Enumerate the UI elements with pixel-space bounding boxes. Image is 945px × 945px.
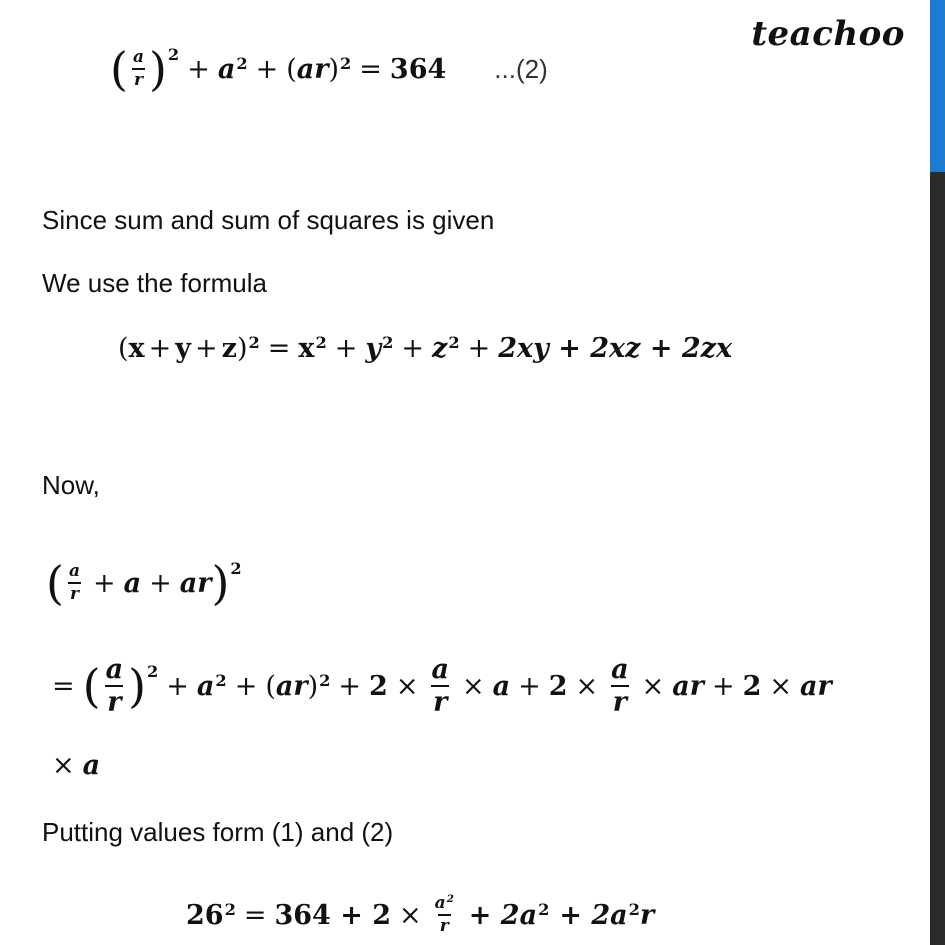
final-mid: 364 + 2 [274, 899, 392, 931]
eq2-label: ...(2) [494, 53, 548, 84]
equation-2: ( $\frac{a}{r}$ ) $^2$ + $a^2$ + (ar)$^2$ = 364 ...(2) [110, 42, 548, 96]
fraction-a-over-r: $\frac{a}{r}$ [105, 654, 124, 718]
text-line-1: Since sum and sum of squares is given [42, 205, 495, 235]
fraction-a-over-r: $\frac{a}{r}$ [68, 561, 80, 604]
expansion-continuation: × a [52, 750, 101, 781]
eq2-rhs: 364 [389, 53, 447, 85]
final-term-2a2: + 2a [468, 899, 538, 931]
text-now: Now, [42, 470, 100, 500]
text-putting-values: Putting values form (1) and (2) [42, 817, 394, 847]
expression-square: ( $\frac{a}{r}$ + a + ar ) $^2$ [46, 556, 242, 610]
fraction-a-over-r: $\frac{a}{r}$ [431, 654, 449, 718]
final-equation: $26^2$ = 364 + 2 × $\frac{a^2}{r}$ + $2a^2$ + $2a^2r$ [186, 893, 655, 936]
sidebar-accent-bar [930, 0, 945, 172]
fraction-a2-over-r: $\frac{a^2}{r}$ [434, 893, 454, 936]
fraction-a-over-r: $\frac{a}{r}$ [611, 654, 629, 718]
final-term-2a2r: + 2a [559, 899, 628, 931]
expansion-line: = ( $\frac{a}{r}$ ) $^2$ + $a^2$ + (ar)$^2$ + 2 × $\frac{a}{r}$ × a + 2 × $\frac{a}{r}$ × ar + 2 × ar [52, 654, 832, 718]
text-line-2: We use the formula [42, 268, 267, 298]
teachoo-logo: teachoo [751, 14, 905, 54]
fraction-a-over-r: $\frac{a}{r}$ [132, 47, 144, 90]
identity-formula: $(x + y + z)^2$ = $x^2$ + $y^2$ + $z^2$ + 2xy + 2xz + 2zx [118, 333, 733, 364]
identity-rhs: 2xy + 2xz + 2zx [498, 333, 733, 364]
final-lhs: 26 [186, 899, 224, 931]
